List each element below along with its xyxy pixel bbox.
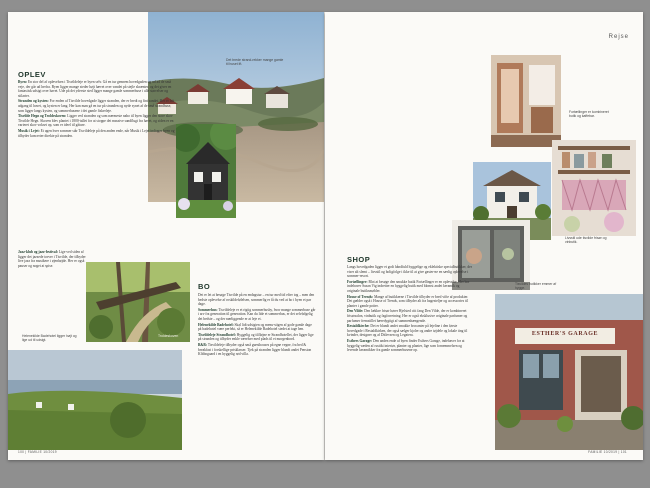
caption-street: Livsstil ude tisvilde frisør og vinbutik.	[565, 236, 607, 245]
shop-paragraph: Den Vilde: Den lækkre frisør hører Hjelsted citt fang Den Vilde, der er kombineret frisørsalon, vinbutik og fagforretning. Her er også eksklusive originale parfumer og parfumer fremstillet bæredygtigt af sammenhængende.	[347, 309, 468, 323]
garage-sign-text: ESTHER'S GARAGE	[531, 331, 599, 337]
bo-paragraph: B&B: Tisvildeleje tilbyder også små guesthouses på egne vegne, fra bed & breakfast i forskellige prisklasser. Tjek på stranden ligger blandt andet Pension Klitbogaard i en hyggelig rød villa.	[198, 342, 312, 357]
shop-paragraph: Fortællinger: Blot at besøge den smukke butik Fortællinger er en oplevelse. Her bor indehaver Susan Vig indretter en hyggelig butik med blomst andet keramik og originale butiksmøbler.	[347, 279, 470, 293]
caption-village: Det brede strand-rekker mange gamle til huset ift.	[226, 58, 284, 67]
rubric-rejse: Rejse	[608, 34, 629, 40]
caption-badehotel: Helenekilde Badehotel ligger højt og lige ud til udsigt.	[22, 334, 77, 343]
shop-paragraph: Esthers Garage: Den anden ende af byen finder Esthers Garage, indehaver for at hyggelig væden af rustikt interiør, planter og planter, lige som fornemmelsen og levende keramikker fra gamle sommerhusene op.	[347, 338, 465, 353]
oplev-paragraph: Byen: En stor del af oplevelsen i Tisvildeleje er byen selv. Gå en tur gennem hovedgaden og ud ad de små veje, der går ud herfra. Byen ligger mange steder højt hævet over vandet på stejle skrænter, og det giver en fantastisk udsigt over havet. Ude på det yderste sted ligger mange gamle sommerhuse i alle størrelser og stilarter.	[18, 80, 172, 98]
shop-paragraph: House of Trends: Mange af butikkerne i Tisvilde tilbyder er bred vifte af produkter. Det gælder også i House of Trends, som tilbyder alt fra hagesteljer og accessories til planter i gamle potter.	[347, 294, 469, 308]
bo-paragraph: Det er let at besøge Tisvilde på en endagstur – en tur med tid efter tog – men den bedste oplevelse af roskildefølelsen, sommerlig er få du ved at bo i byen et par dage.	[198, 293, 315, 307]
section-title-shop: SHOP	[347, 255, 371, 264]
shop-text-column	[347, 265, 473, 354]
section-title-oplev: OPLEV	[18, 70, 46, 79]
bo-paragraph: Helenekilde Badehotel: Skal lidt udsigten og menu-stigen af gode gamle dage på badehotel være perfekt, så er Helenekilde Badehotel stedet at tage hen.	[198, 322, 312, 332]
oplev-text-column	[18, 80, 178, 139]
folio-left: 100 | FAMILIE 10/2019	[18, 450, 57, 454]
oplev-text-narrow	[18, 250, 88, 269]
shop-paragraph: Langs hovedgaden ligger et godt håndfuld hyggelige og eklektiske specialbutikker, der viser alt slemt – livsstil og boligfolge i ikke til at give gaster-ne en særlig oplevelse i sommer-resort.	[347, 265, 472, 279]
caption-shop-top: Fortællinger er kombineret butik og kaffebar.	[569, 110, 609, 119]
bo-paragraph: Sommerhus: Tisvildeleje er et rigtig sommerhusby, hvor mange sommerhuse går i arv fra generation til generation. Kan du lide et sommerhus, er det selvfølgelig det bedste – og der nærliggende er at leje et.	[198, 307, 316, 321]
folio-right: FAMILIE 10/2019 | 101	[588, 450, 627, 454]
caption-garage: Tisvildes butikker emmer af hygge.	[515, 282, 557, 291]
shop-paragraph: Restaldkirche: Det er blandt andet smukke brocanter på lejeline i den første hovedgade i Restaldkirken, der også sælger kjoler og andre tøjdele og lokale ting til kvinder, designer og af Ditlevsen og Legatera.	[347, 324, 468, 338]
oplev-paragraph: Tisvilde Hegn og Troldeskoven: Ligger ved stranden og som nærmeste nabo til byen ligger den store skov Tisvilde Hegn. Skoven blev plantet i 1800-tallet for at stoppe det massive sandflugt fra havet, og siden er en varieret skov vokset op, som er ideel til gåture.	[18, 114, 174, 128]
shop-interior-photo	[491, 55, 561, 147]
forest-path-photo	[86, 262, 190, 342]
black-house-photo	[176, 124, 236, 218]
bo-paragraph: Tisvildeleje Strandhotel: Hyggelig og tilfløjne er Strandhotellet, der ligger lige på stranden og tilbyder enkle værelser med plads til et morgenbord.	[198, 332, 314, 342]
oplev-paragraph: Musik i Lejet: Et ugen hver sommer står Tisvildeleje på den anden ende, når Musik i Lejet indtager byen og tilbyder koncerter direkte på stranden.	[18, 128, 175, 138]
bo-text-column	[198, 293, 316, 358]
caption-forest-path: Troldeskoven	[158, 334, 179, 338]
shop-shelves-photo	[552, 140, 636, 236]
oplev-paragraph: Stranden og kysten: For enden af Tisvilde hovedgade ligger stranden, der er bredt og fint sandet. Her er frit adgang til havet, og kysten er lang. Her kan man gå en tur på stranden og nyde synet af de små strandhuse, som ligger langs kysten, og sommerhusene i det gamle fiskerleje.	[18, 99, 175, 113]
right-page	[325, 12, 643, 460]
esthers-garage-photo	[495, 294, 643, 450]
left-page	[8, 12, 324, 460]
coast-lawn-photo	[8, 350, 182, 450]
oplev-paragraph: Jazz-klub og jazz-festival: Lige ved siden af ligger det jazzede torver i Tisvilde, der tilbyder live jazz fra musikere i øjenhøjde. Her er også pauser og noget at spise.	[18, 250, 86, 268]
section-title-bo: BO	[198, 282, 211, 291]
